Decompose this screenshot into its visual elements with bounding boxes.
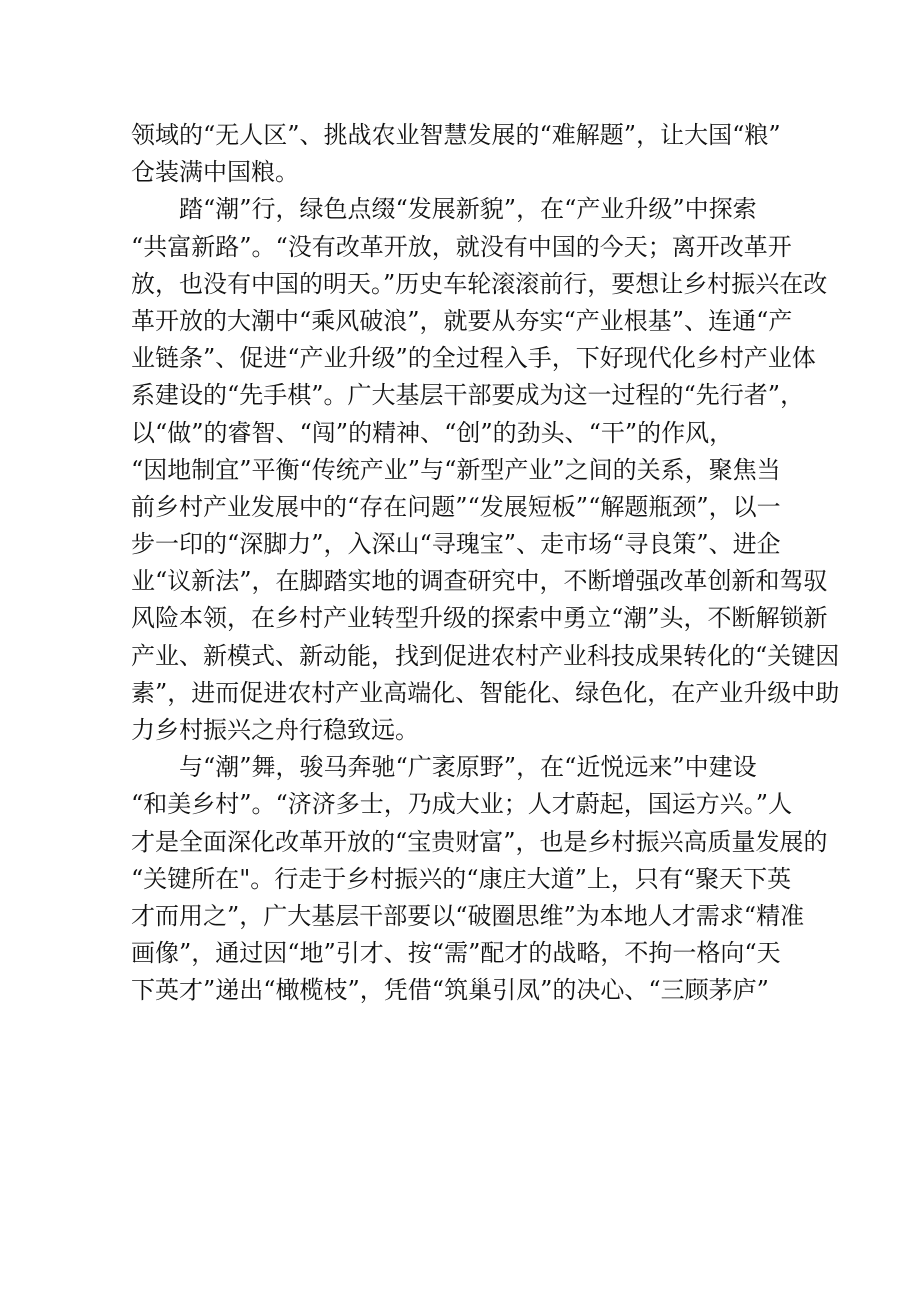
text-line: 才是全面深化改革开放的“宝贵财富”，也是乡村振兴高质量发展的 [131,827,828,856]
paragraph-1 [131,117,791,191]
text-line: 画像”，通过因“地”引才、按“需”配才的战略，不拘一格向“天 [131,939,781,968]
text-line: 下英才”递出“橄榄枝”，凭借“筑巢引凤”的决心、“三顾茅庐” [131,976,769,1005]
text-line: 领域的“无人区”、挑战农业智慧发展的“难解题”，让大国“粮” [131,121,781,149]
text-line: “共富新路”。“没有改革开放，就没有中国的今天；离开改革开 [131,232,792,261]
text-line: 革开放的大潮中“乘风破浪”，就要从夯实“产业根基”、连通“产 [131,306,793,335]
text-line: 步一印的“深脚力”，入深山“寻瑰宝”、走市场“寻良策”、进企 [131,530,781,559]
text-line: “和美乡村”。“济济多士，乃成大业；人才蔚起，国运方兴。”人 [131,790,793,819]
text-line: 以“做”的睿智、“闯”的精神、“创”的劲头、“干”的作风， [131,418,734,447]
text-line: 与“潮”舞，骏马奔驰“广袤原野”，在“近悦远来”中建设 [179,753,757,782]
article-body [131,117,840,1010]
text-line: “因地制宜”平衡“传统产业”与“新型产业”之间的关系，聚焦当 [131,455,781,484]
text-line: 业“议新法”，在脚踏实地的调查研究中，不断增强改革创新和驾驭 [131,567,828,596]
paragraph-2 [131,191,840,749]
text-line: 系建设的“先手棋”。广大基层干部要成为这一过程的“先行者”， [131,381,805,410]
text-line: “关键所在"。行走于乡村振兴的“康庄大道”上，只有“聚天下英 [131,864,792,893]
text-line: 产业、新模式、新动能，找到促进农村产业科技成果转化的“关键因 [131,641,840,670]
text-line: 素”，进而促进农村产业高端化、智能化、绿色化，在产业升级中助 [131,678,840,707]
text-line: 风险本领，在乡村产业转型升级的探索中勇立“潮”头，不断解锁新 [131,604,828,633]
paragraph-3 [131,749,828,1009]
text-line: 放，也没有中国的明天。”历史车轮滚滚前行，要想让乡村振兴在改 [131,269,828,298]
text-line: 前乡村产业发展中的“存在问题”“发展短板”“解题瓶颈”，以一 [131,492,781,521]
text-line: 业链条”、促进“产业升级”的全过程入手，下好现代化乡村产业体 [131,344,816,373]
text-line: 仓装满中国粮。 [131,158,299,187]
text-line: 踏“潮”行，绿色点缀“发展新貌”，在“产业升级”中探索 [179,195,757,224]
text-line: 才而用之”，广大基层干部要以“破圈思维”为本地人才需求“精准 [131,901,805,930]
text-line: 力乡村振兴之舟行稳致远。 [131,716,419,744]
